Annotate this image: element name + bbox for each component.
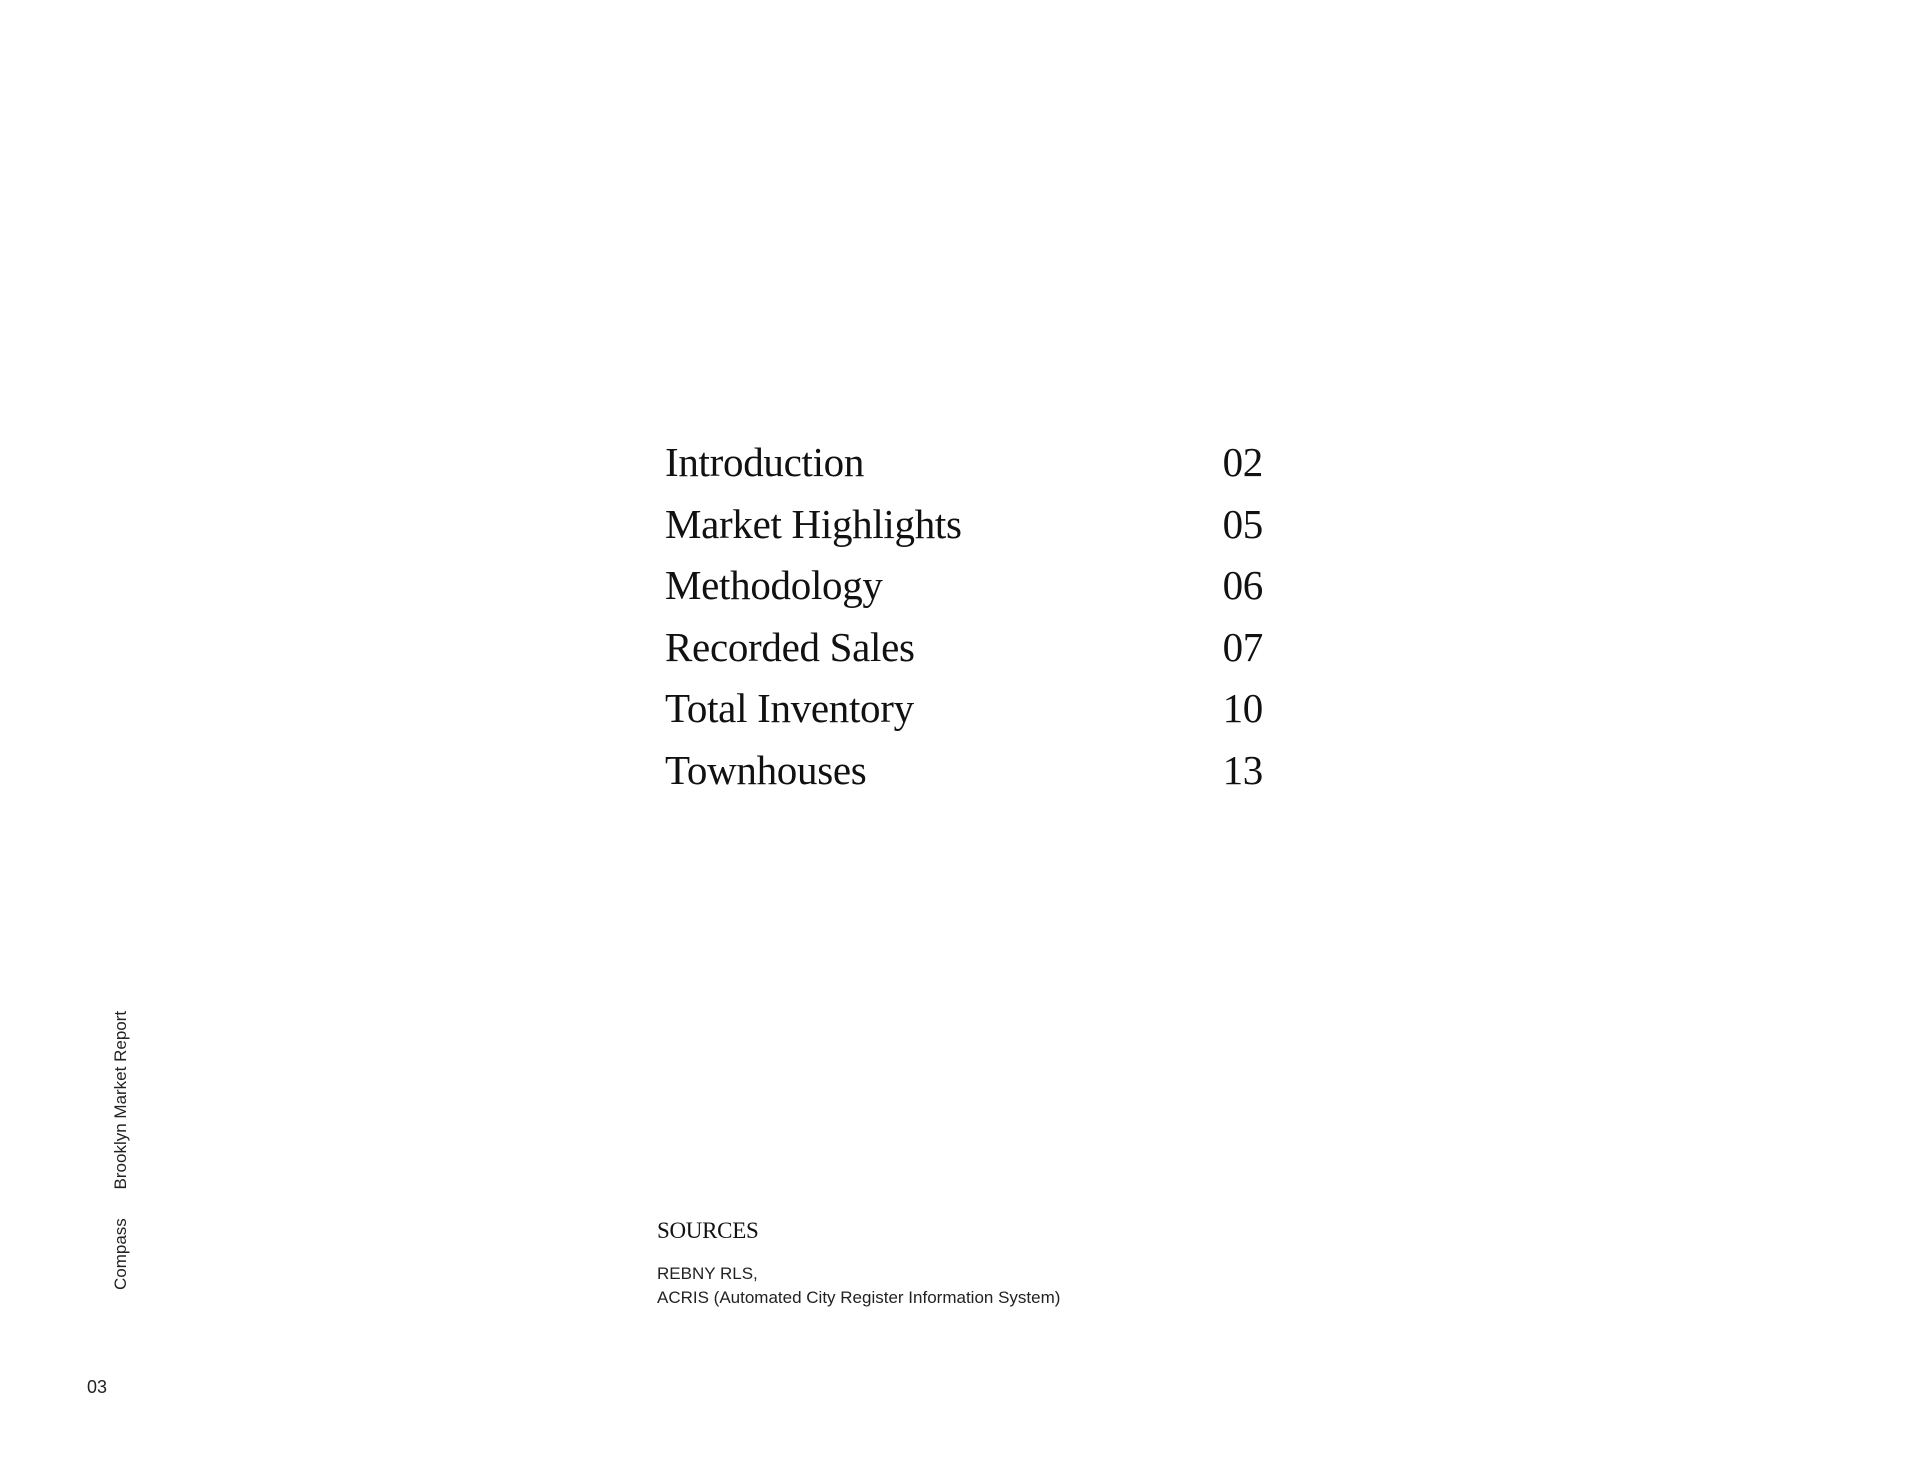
toc-item-total-inventory[interactable]: [665, 678, 1263, 740]
toc-item-page-number: 10: [1222, 685, 1263, 731]
toc-item-label: Introduction: [665, 439, 865, 485]
sources-section: [657, 1216, 1060, 1310]
brand-name: Compass: [111, 1218, 130, 1290]
report-title: Brooklyn Market Report: [111, 1010, 130, 1190]
sources-heading: SOURCES: [657, 1218, 759, 1243]
toc-item-introduction[interactable]: [665, 432, 1263, 494]
vertical-report-label: [110, 1011, 132, 1290]
toc-item-methodology[interactable]: [665, 555, 1263, 617]
source-line: REBNY RLS,: [657, 1264, 758, 1283]
toc-item-page-number: 13: [1222, 746, 1263, 793]
toc-item-page-number: 06: [1222, 562, 1263, 608]
source-line: ACRIS (Automated City Register Information System): [657, 1288, 1061, 1307]
table-of-contents: [665, 432, 1263, 801]
toc-item-label: Market Highlights: [665, 500, 962, 547]
toc-item-label: Total Inventory: [665, 685, 914, 731]
toc-item-label: Recorded Sales: [665, 623, 915, 670]
toc-item-label: Methodology: [665, 562, 883, 608]
toc-item-label: Townhouses: [665, 746, 867, 793]
toc-item-page-number: 02: [1222, 439, 1263, 485]
toc-item-recorded-sales[interactable]: [665, 617, 1263, 679]
toc-item-page-number: 07: [1222, 623, 1263, 670]
page-number: 03: [87, 1377, 108, 1397]
toc-item-market-highlights[interactable]: [665, 494, 1263, 556]
toc-item-townhouses[interactable]: [665, 740, 1263, 802]
toc-item-page-number: 05: [1222, 500, 1263, 547]
